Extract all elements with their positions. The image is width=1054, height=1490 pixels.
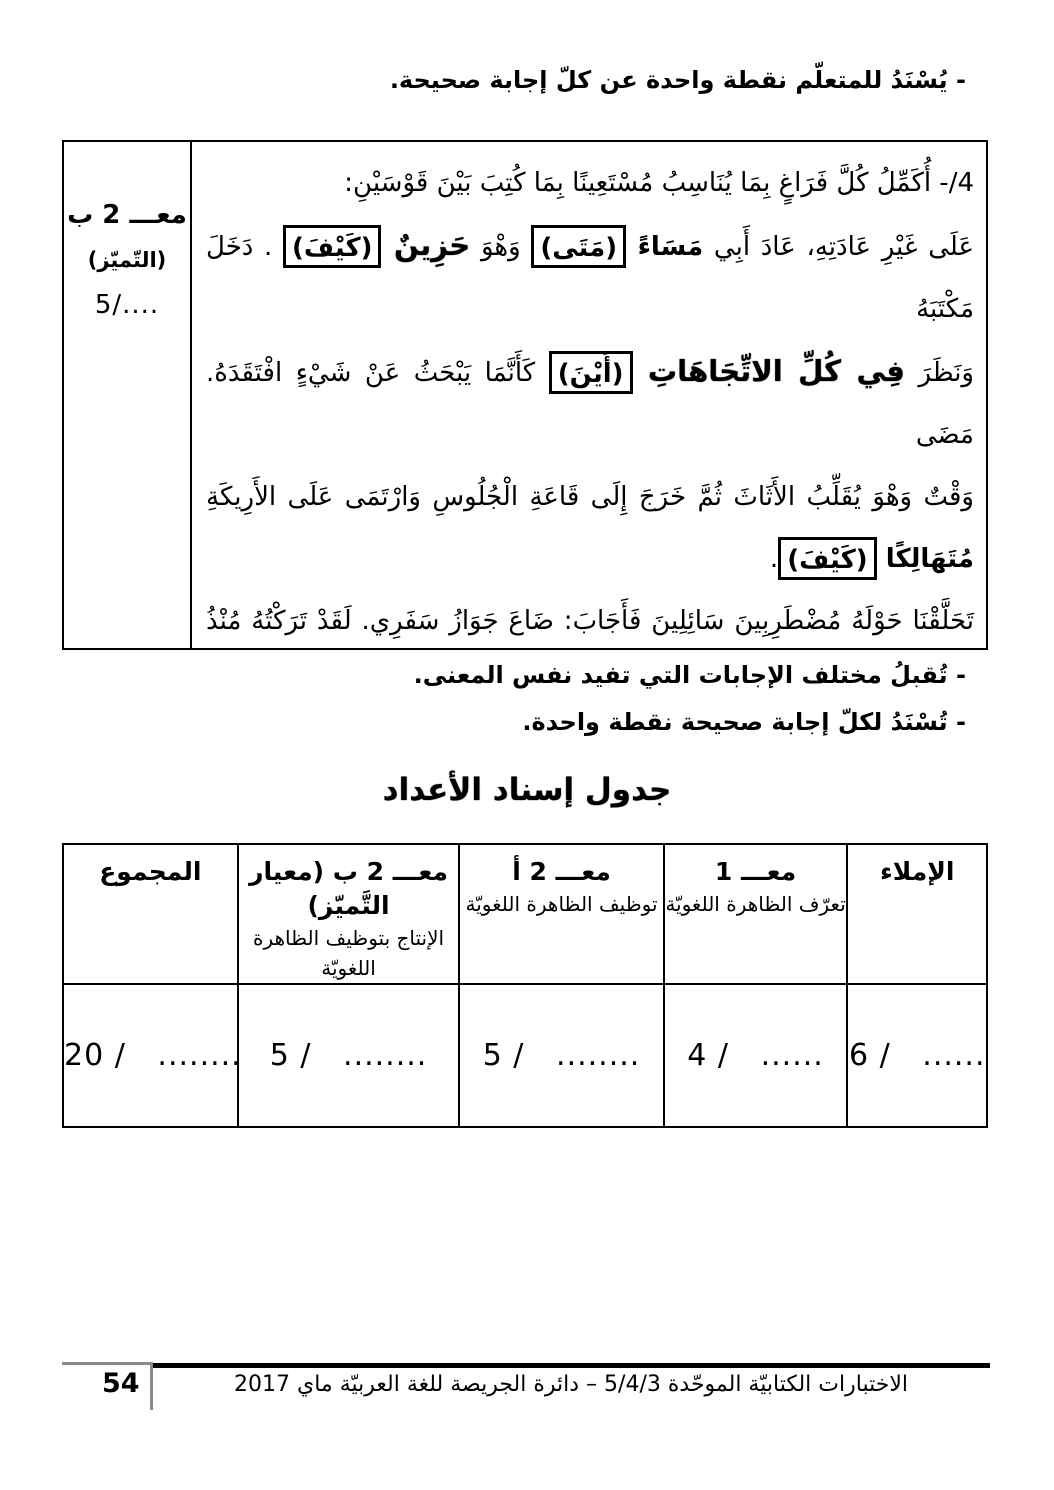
exercise-text <box>192 142 986 648</box>
text-segment: 4/- أُكَمِّلُ كُلَّ فَرَاغٍ بِمَا يُنَاسِبُ مُسْتَعِينًا بِمَا كُتِبَ بَيْنَ قَوْسَيْنِ: <box>344 168 974 198</box>
col-maayar-2a <box>459 844 663 984</box>
text-segment: فِي كُلِّ الاتِّجَاهَاتِ <box>632 354 905 388</box>
grading-note: - تُسْنَدُ لكلّ إجابة صحيحة نقطة واحدة. <box>522 708 966 736</box>
col-subtitle: توظيف الظاهرة اللغويّة <box>465 892 658 916</box>
col-imlaa <box>847 844 987 984</box>
exercise-text-line <box>206 214 974 340</box>
col-title: معـــ 2 أ <box>512 857 611 886</box>
col-maayar-1 <box>664 844 848 984</box>
col-majmou <box>63 844 238 984</box>
col-title: معـــ 1 <box>714 857 797 886</box>
footer-text: الاختبارات الكتابيّة الموحّدة 5/4/3 – دائرة الجريصة للغة العربيّة ماي 2017 <box>234 1372 908 1397</box>
grades-table-header-row <box>63 844 987 984</box>
exercise-text-line <box>206 152 974 214</box>
grading-note: - تُقبلُ مختلف الإجابات التي تفيد نفس المعنى. <box>413 661 966 689</box>
grading-note-top: - يُسْنَدُ للمتعلّم نقطة واحدة عن كلّ إجابة صحيحة. <box>389 66 966 94</box>
text-segment: وَنَظَرَ <box>905 358 974 388</box>
exercise-text-line <box>206 466 974 528</box>
exercise-4-box <box>62 140 988 650</box>
score-maayar-2a: 5 / ........ <box>459 984 663 1127</box>
boxed-hint-word: (مَتَى) <box>531 225 626 268</box>
text-segment: حَزِينٌ <box>381 228 471 262</box>
grading-notes <box>414 652 966 746</box>
col-subtitle: الإنتاج بتوظيف الظاهرة اللغويّة <box>252 926 445 980</box>
text-segment: وَهْوَ <box>470 232 532 262</box>
text-segment: مَسَاءً <box>626 232 704 262</box>
score-maayar-2b: 5 / ........ <box>238 984 460 1127</box>
text-segment: كَأَنَّمَا يَبْحَثُ عَنْ شَيْءٍ افْتَقَدَهُ. مَضَى <box>206 358 974 450</box>
criterion-name: معـــ 2 ب <box>67 200 187 230</box>
footer-divider-gray <box>62 1362 152 1365</box>
boxed-hint-word: (كَيْفَ) <box>778 537 876 580</box>
criterion-column <box>64 142 192 648</box>
boxed-hint-word: (أَيْنَ) <box>549 351 633 394</box>
exercise-text-line <box>206 590 974 648</box>
col-maayar-2b <box>238 844 460 984</box>
score-majmou: 20 / ........ <box>63 984 238 1127</box>
page-number: 54 <box>102 1368 140 1399</box>
score-maayar-1: 4 / ...... <box>664 984 848 1127</box>
text-segment: مُتَهَالِكًا <box>876 544 974 574</box>
boxed-hint-word: (كَيْفَ) <box>283 225 381 268</box>
text-segment: عَلَى غَيْرِ عَادَتِهِ، عَادَ أَبِي <box>703 232 974 262</box>
grades-table <box>62 843 988 1128</box>
exercise-text-line <box>206 340 974 466</box>
col-title: معـــ 2 ب (معيار التَّميّز) <box>249 857 448 920</box>
exercise-text-line <box>206 528 974 590</box>
criterion-subname: (التّميّز) <box>87 248 167 272</box>
col-title: المجموع <box>99 857 202 886</box>
text-segment: . <box>769 544 779 574</box>
score-imlaa: 6 / ...... <box>847 984 987 1127</box>
text-segment: وَقْتٌ وَهْوَ يُقَلِّبُ الأَثَاثَ ثُمَّ خَرَجَ إِلَى قَاعَةِ الْجُلُوسِ وَارْتَمَى عَلَى الأَرِيكَةِ <box>206 482 974 512</box>
text-segment: . دَخَلَ مَكْتَبَهُ <box>206 232 974 324</box>
col-title: الإملاء <box>880 857 955 886</box>
footer-divider-black <box>152 1363 990 1368</box>
criterion-score-field: 5/.... <box>94 290 160 320</box>
text-segment: تَحَلَّقْنَا حَوْلَهُ مُضْطَرِبِينَ سَائِلِينَ فَأَجَابَ: ضَاعَ جَوَازُ سَفَرِي. لَقَدْ تَرَكْتُهُ مُنْذُ <box>206 606 974 636</box>
grades-table-score-row <box>63 984 987 1127</box>
grades-table-title: جدول إسناد الأعداد <box>382 772 672 808</box>
col-subtitle: تعرّف الظاهرة اللغويّة <box>665 892 846 916</box>
